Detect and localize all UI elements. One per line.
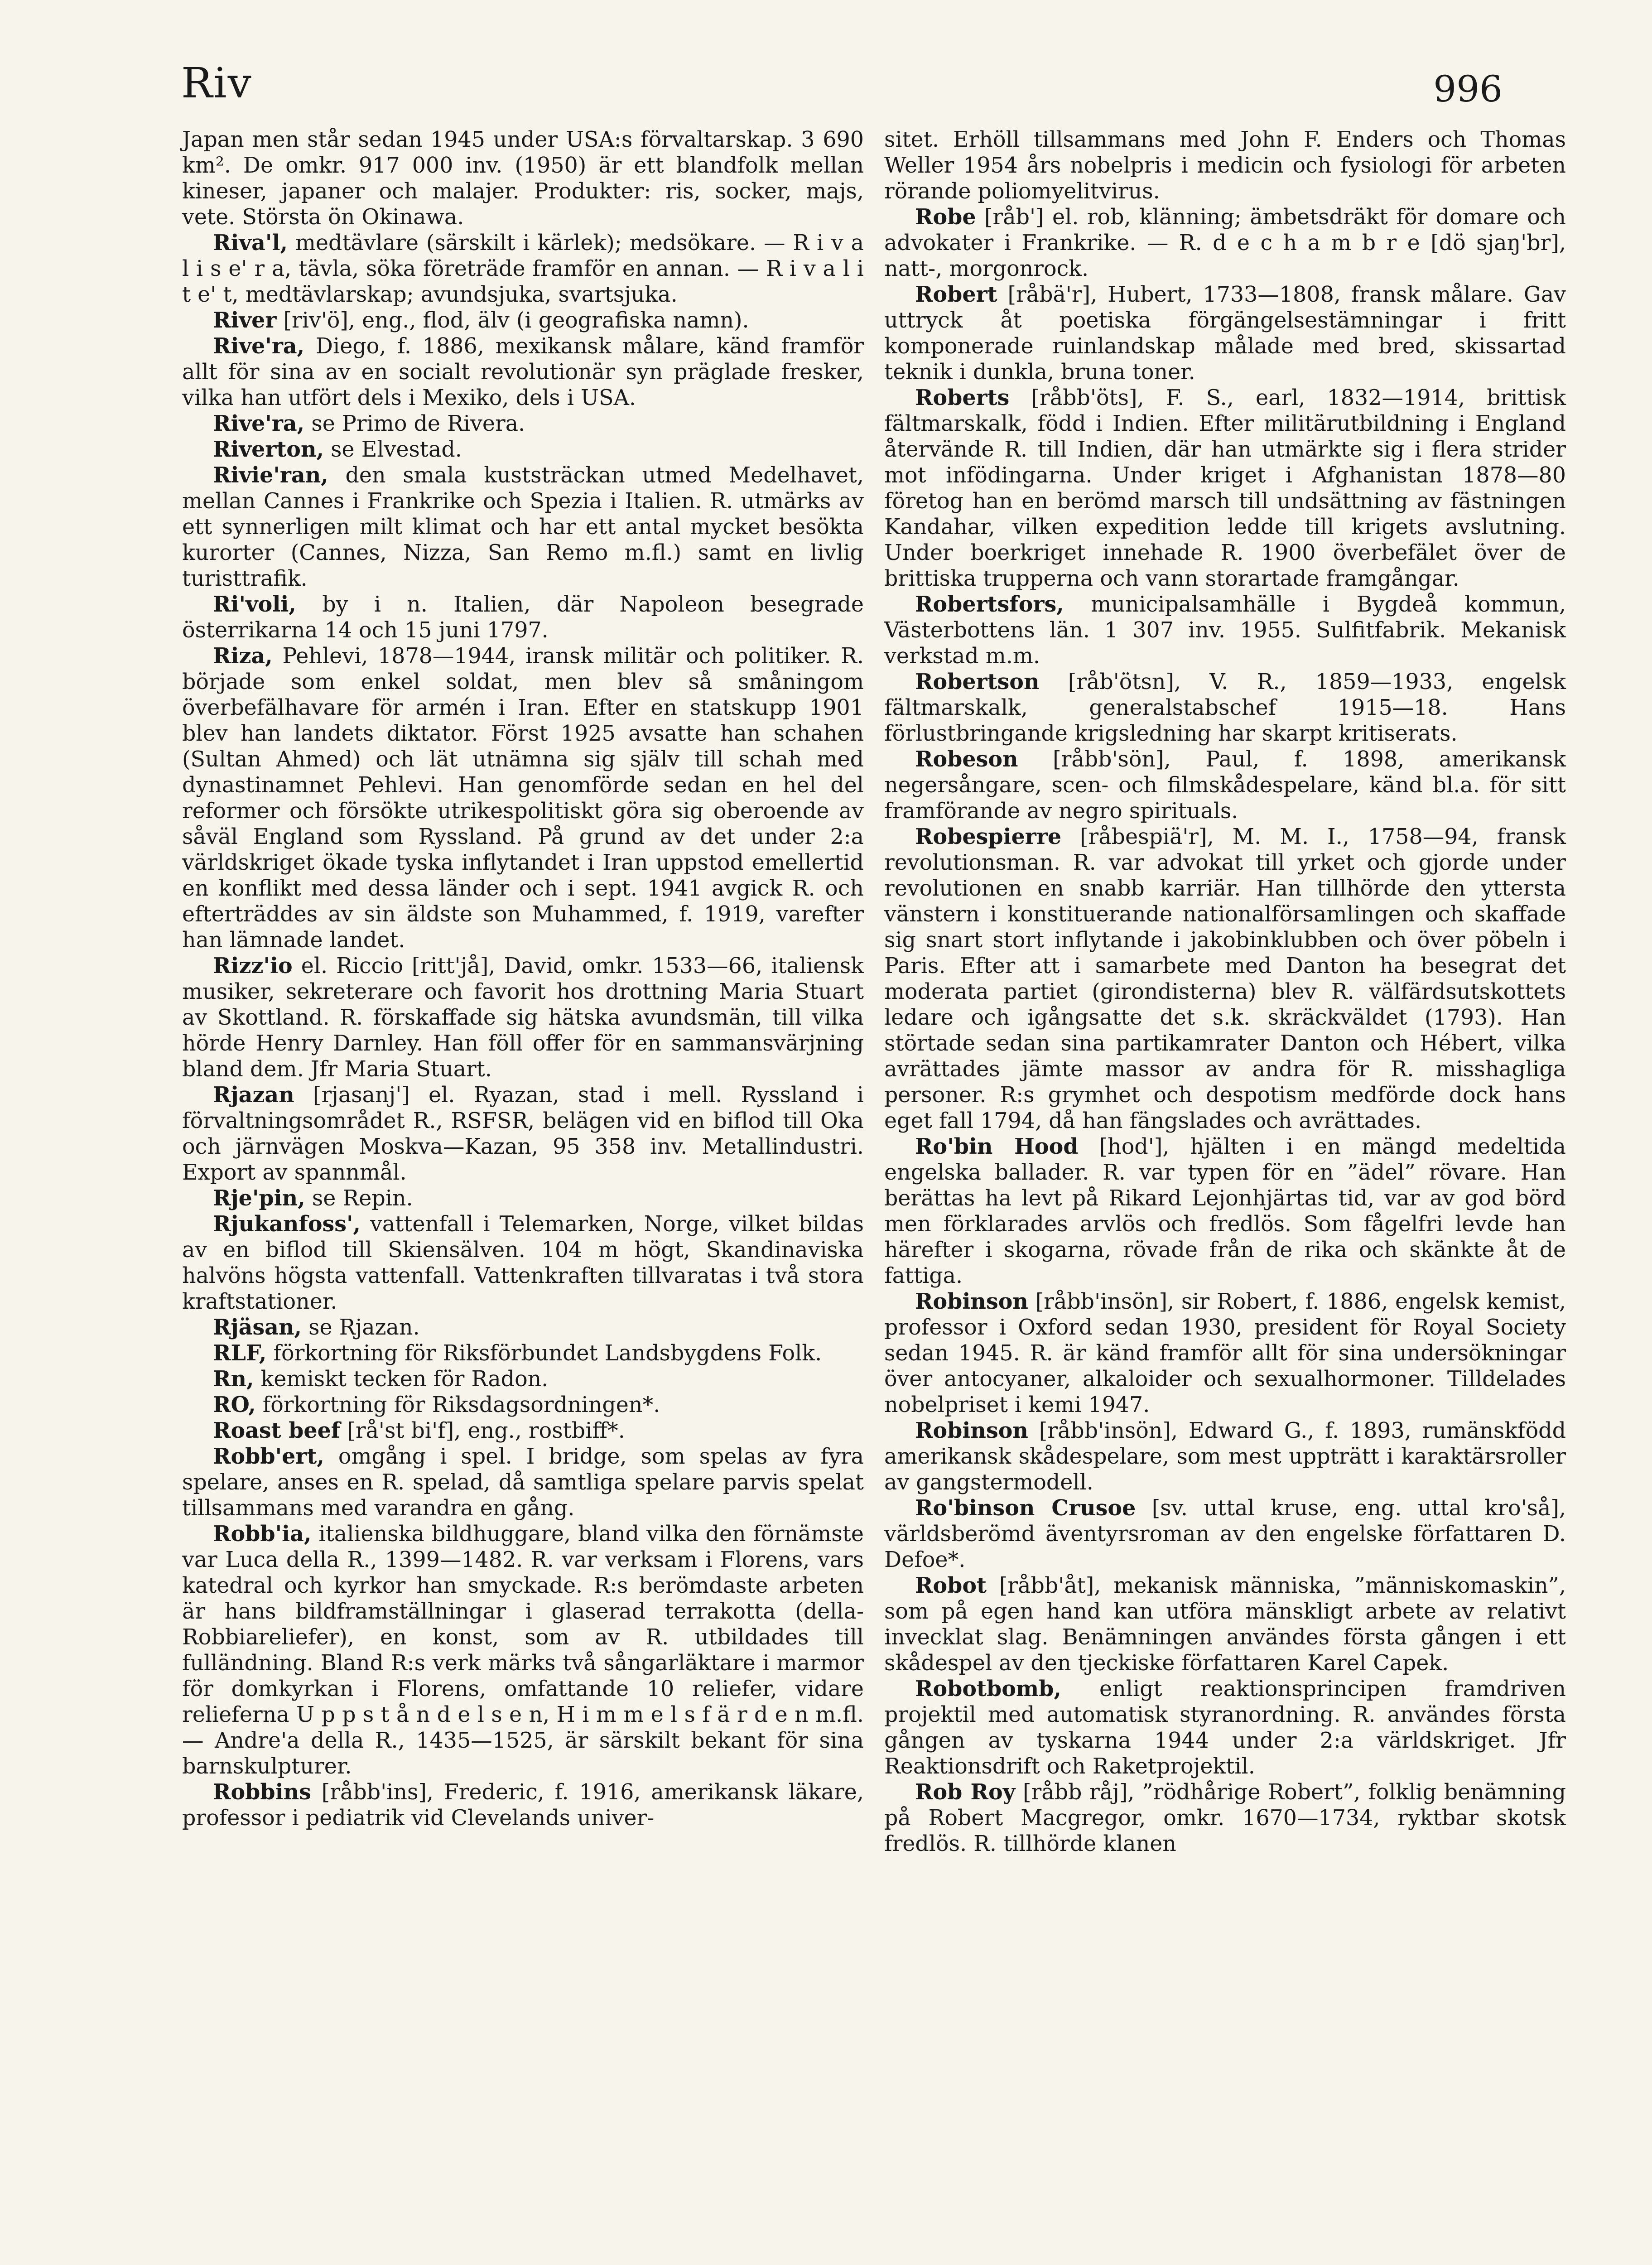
entry-headword: Robertson [915,669,1040,694]
entry-text: by i n. Italien, där Napoleon besegrade österrikarna 14 och 15 juni 1797. [182,592,864,643]
entry-headword: Robinson [915,1289,1028,1314]
dictionary-entry [884,385,1566,592]
right-column [884,127,1566,1857]
entry-headword: Rive'ra, [213,411,305,436]
entry-text: Pehlevi, 1878—1944, iransk militär och politiker. R. började som enkel soldat, men blev så småningom överbefälhavare för armén i Iran. Efter en statskupp 1901 blev han landets diktator. Först 1925 avsatte han schahen (Sultan Ahmed) och lät utnämna sig själv till schah med dynastinamnet Pehlevi. Han genomförde sedan en hel del reformer och försökte utrikespolitiskt göra sig oberoende av såväl England som Ryssland. På grund av det under 2:a världskriget ökade tyska inflytandet i Iran uppstod emellertid en konflikt med dessa länder och i sept. 1941 avgick R. och efterträddes av sin äldste son Muhammed, f. 1919, varefter han lämnade landet. [182,644,864,953]
entry-headword: Robotbomb, [915,1676,1061,1701]
entry-text: se Elvestad. [324,437,462,462]
dictionary-entry [884,1573,1566,1676]
dictionary-entry [884,747,1566,824]
entry-text: medtävlare (särskilt i kärlek); medsökare. — R i v a l i s e' r a, tävla, söka företräde framför en annan. — R i v a l i t e' t, medtävlarskap; avundsjuka, svartsjuka. [182,231,864,307]
dictionary-entry [182,1082,864,1186]
entry-text: [råbb'ins], Frederic, f. 1916, amerikansk läkare, professor i pediatrik vid Clevelands univer- [182,1780,864,1831]
entry-headword: Robb'ert, [213,1444,324,1469]
entry-headword: Rjäsan, [213,1315,302,1340]
running-head: Riv [181,59,252,107]
entry-text: Diego, f. 1886, mexikansk målare, känd framför allt för sina av en socialt revolutionär syn präglade fresker, vilka han utfört dels i Mexiko, dels i USA. [182,334,864,410]
dictionary-entry [884,1289,1566,1418]
entry-text: sitet. Erhöll tillsammans med John F. Enders och Thomas Weller 1954 års nobelpris i medicin och fysiologi för arbeten rörande poliomyelitvirus. [884,127,1566,204]
dictionary-entry [182,308,864,333]
dictionary-entry [182,1340,864,1366]
entry-headword: Rizz'io [213,953,293,978]
left-column [182,127,864,1831]
dictionary-entry [884,824,1566,1134]
entry-text: [råbä'r], Hubert, 1733—1808, fransk målare. Gav uttryck åt poetiska förgängelsestämningar i fritt komponerade ruinlandskap målade med bred, skissartad teknik i dunkla, bruna toner. [884,282,1566,385]
dictionary-entry [182,1392,864,1418]
entry-text: [råbespiä'r], M. M. I., 1758—94, fransk revolutionsman. R. var advokat till yrket och gjorde under revolutionen en snabb karriär. Han tillhörde den yttersta vänstern i konstituerande nationalförsamlingen och skaffade sig snart stort inflytande i jakobinklubben och över pöbeln i Paris. Efter att i samarbete med Danton ha besegrat det moderata partiet (girondisterna) blev R. välfärdsutskottets ledare och igångsatte det s.k. skräckväldet (1793). Han störtade sedan sina partikamrater Danton och Hébert, vilka avrättades jämte massor av andra för R. misshagliga personer. R:s grymhet och despotism medförde dock hans eget fall 1794, då han fängslades och avrättades. [884,824,1566,1133]
entry-headword: RLF, [213,1340,267,1366]
entry-text: el. Riccio [ritt'jå], David, omkr. 1533—66, italiensk musiker, sekreterare och favorit hos drottning Maria Stuart av Skottland. R. förskaffade sig hätska avundsmän, till vilka hörde Henry Darnley. Han föll offer för en sammansvärjning bland dem. Jfr Maria Stuart. [182,954,864,1082]
dictionary-entry [182,953,864,1082]
entry-headword: Rob Roy [915,1779,1016,1805]
entry-headword: RO, [213,1392,256,1417]
dictionary-entry [182,1211,864,1315]
entry-headword: Robe [915,204,976,230]
dictionary-entry [884,1418,1566,1495]
entry-headword: Rjazan [213,1082,294,1108]
entry-text: kemiskt tecken för Radon. [254,1367,549,1392]
entry-text: förkortning för Riksdagsordningen*. [255,1393,660,1417]
dictionary-entry [182,1779,864,1831]
entry-headword: Roast beef [213,1418,341,1443]
entry-text: [råbb'insön], Edward G., f. 1893, rumänskfödd amerikansk skådespelare, som mest uppträtt i karaktärsroller av gangstermodell. [884,1418,1566,1495]
dictionary-entry [182,463,864,592]
dictionary-entry [182,230,864,308]
dictionary-entry [884,282,1566,385]
dictionary-entry [884,669,1566,747]
entry-text: [råb'] el. rob, klänning; ämbetsdräkt för domare och advokater i Frankrike. — R. d e c h a m b r e [dö sjaŋ'br], natt-, morgonrock. [884,205,1566,281]
entry-text: se Primo de Rivera. [304,411,525,436]
dictionary-entry [182,127,864,230]
entry-text: se Repin. [305,1186,413,1211]
entry-text: [riv'ö], eng., flod, älv (i geografiska namn). [276,308,749,333]
entry-text: förkortning för Riksförbundet Landsbygdens Folk. [266,1341,822,1366]
entry-text: [sv. uttal kruse, eng. uttal kro'så], världsberömd äventyrsroman av den engelske författaren D. Defoe*. [884,1496,1566,1572]
page-number: 996 [1433,68,1503,110]
entry-headword: Rjukanfoss', [213,1211,361,1237]
entry-headword: Rivie'ran, [213,463,328,488]
dictionary-entry [182,1366,864,1392]
entry-text: [råbb'sön], Paul, f. 1898, amerikansk negersångare, scen- och filmskådespelare, känd bl.a. för sitt framförande av negro spirituals. [884,747,1566,824]
entry-text: [råbb råj], ”rödhårige Robert”, folklig benämning på Robert Macgregor, omkr. 1670—1734, ryktbar skotsk fredlös. R. tillhörde klanen [884,1780,1566,1856]
dictionary-entry [884,1495,1566,1573]
dictionary-entry [884,127,1566,204]
entry-headword: Ro'bin Hood [915,1134,1079,1159]
entry-headword: Roberts [915,385,1010,410]
entry-headword: Ro'binson Crusoe [915,1495,1136,1521]
entry-text: se Rjazan. [302,1315,420,1340]
dictionary-entry [884,1134,1566,1289]
entry-text: [hod'], hjälten i en mängd medeltida engelska ballader. R. var typen för en ”ädel” rövare. Han berättas ha levt på Rikard Lejonhjärtas tid, var av god börd men förklarades arvlös och fredlös. Som fågelfri levde han härefter i skogarna, rövade från de rika och skänkte åt de fattiga. [884,1134,1566,1288]
entry-text: omgång i spel. I bridge, som spelas av fyra spelare, anses en R. spelad, då samtliga spelare parvis spelat tillsammans med varandra en gång. [182,1444,864,1521]
entry-text: [råbb'öts], F. S., earl, 1832—1914, brittisk fältmarskalk, född i Indien. Efter militärutbildning i England återvände R. till Indien, där han utmärkte sig i flera strider mot infödingarna. Under kriget i Afghanistan 1878—80 företog han en berömd marsch till undsättning av fästningen Kandahar, vilken expedition ledde till krigets avslutning. Under boerkriget innehade R. 1900 överbefälet över de brittiska trupperna och vann storartade framgångar. [884,386,1566,591]
dictionary-entry [182,1315,864,1340]
dictionary-entry [182,1444,864,1521]
dictionary-entry [182,1186,864,1211]
entry-headword: Riverton, [213,437,324,462]
dictionary-entry [884,592,1566,669]
entry-text: den smala kuststräckan utmed Medelhavet, mellan Cannes i Frankrike och Spezia i Italien. R. utmärks av ett synnerligen milt klimat och har ett antal mycket besökta kurorter (Cannes, Nizza, San Remo m.fl.) samt en livlig turisttrafik. [182,463,864,591]
dictionary-entry [182,592,864,643]
entry-text: [råbb'insön], sir Robert, f. 1886, engelsk kemist, professor i Oxford sedan 1930, president för Royal Society sedan 1945. R. är känd framför allt för sina undersökningar över antocyaner, alkaloider och sexualhormoner. Tilldelades nobelpriset i kemi 1947. [884,1289,1566,1417]
entry-headword: Rn, [213,1366,254,1392]
entry-headword: Rje'pin, [213,1186,305,1211]
entry-headword: Robespierre [915,824,1062,849]
entry-headword: Ri'voli, [213,592,296,617]
entry-headword: River [213,308,277,333]
entry-text: [rjasanj'] el. Ryazan, stad i mell. Ryssland i förvaltningsområdet R., RSFSR, belägen vid en biflod till Oka och järnvägen Moskva—Kazan, 95 358 inv. Metallindustri. Export av spannmål. [182,1083,864,1185]
entry-headword: Robinson [915,1418,1028,1443]
entry-text: [råbb'åt], mekanisk människa, ”människomaskin”, som på egen hand kan utföra mänskligt arbete av relativt invecklat slag. Benämningen användes första gången i ett skådespel av den tjeckiske författaren Karel Capek. [884,1573,1566,1676]
dictionary-entry [884,204,1566,282]
entry-text: enligt reaktionsprincipen framdriven projektil med automatisk styranordning. R. användes första gången av tyskarna 1944 under 2:a världskriget. Jfr Reaktionsdrift och Raketprojektil. [884,1677,1566,1779]
entry-headword: Robert [915,282,997,307]
dictionary-entry [182,1521,864,1779]
entry-headword: Rive'ra, [213,333,305,359]
entry-headword: Riza, [213,643,273,669]
entry-headword: Robertsfors, [915,592,1064,617]
dictionary-entry [884,1676,1566,1779]
entry-text: vattenfall i Telemarken, Norge, vilket bildas av en biflod till Skiensälven. 104 m högt, Skandinaviska halvöns högsta vattenfall. Vattenkraften tillvaratas i två stora kraftstationer. [182,1212,864,1314]
entry-text: municipalsamhälle i Bygdeå kommun, Västerbottens län. 1 307 inv. 1955. Sulfitfabrik. Mekanisk verkstad m.m. [884,592,1566,669]
dictionary-entry [884,1779,1566,1857]
dictionary-entry [182,437,864,463]
dictionary-entry [182,411,864,437]
entry-text: italienska bildhuggare, bland vilka den förnämste var Luca della R., 1399—1482. R. var verksam i Florens, vars katedral och kyrkor han smyckade. R:s berömdaste arbeten är hans bildframställningar i glaserad terrakotta (della-Robbiareliefer), en konst, som av R. utbildades till fulländning. Bland R:s verk märks två sångarläktare i marmor för domkyrkan i Florens, omfattande 10 reliefer, vidare relieferna U p p s t å n d e l s e n, H i m m e l s f ä r d e n m.fl. — Andre'a della R., 1435—1525, är särskilt bekant för sina barnskulpturer. [182,1522,864,1779]
entry-text: Japan men står sedan 1945 under USA:s förvaltarskap. 3 690 km². De omkr. 917 000 inv. (1950) är ett blandfolk mellan kineser, japaner och malajer. Produkter: ris, socker, majs, vete. Största ön Okinawa. [182,127,864,230]
entry-text: [råb'ötsn], V. R., 1859—1933, engelsk fältmarskalk, generalstabschef 1915—18. Hans förlustbringande krigsledning har skarpt kritiserats. [884,670,1566,746]
entry-headword: Robb'ia, [213,1521,312,1547]
entry-headword: Robbins [213,1779,311,1805]
entry-headword: Robeson [915,747,1018,772]
dictionary-entry [182,333,864,411]
dictionary-entry [182,643,864,953]
entry-text: [rå'st bi'f], eng., rostbiff*. [340,1418,625,1443]
dictionary-entry [182,1418,864,1444]
entry-headword: Robot [915,1573,987,1598]
entry-headword: Riva'l, [213,230,288,255]
